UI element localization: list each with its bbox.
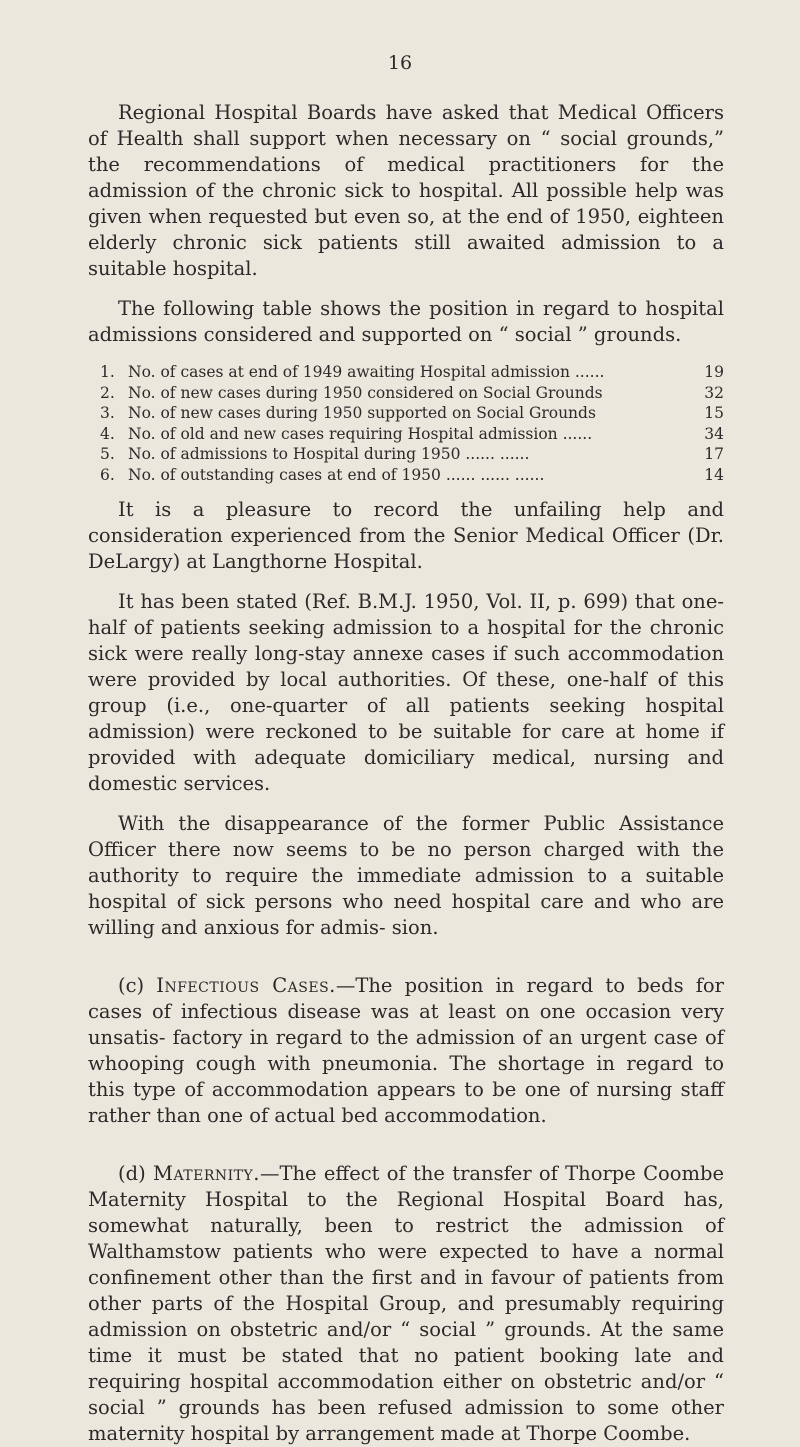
section-maternity xyxy=(88,1161,724,1447)
section-text: —The position in regard to beds for cases of infectious disease was at least on one occasion very unsatis- factory in regard to the admission of an urgent case of whooping cough with pneumonia. The shortage in regard to this type of accommodation appears to be one of nursing staff rather than one of actual bed accommodation. xyxy=(88,974,724,1127)
section-label: (c) xyxy=(118,974,157,997)
table-row xyxy=(100,444,724,465)
row-value: 17 xyxy=(704,445,724,463)
row-number: 4. xyxy=(100,424,115,443)
section-infectious-cases xyxy=(88,973,724,1129)
row-label: No. of admissions to Hospital during 1950 ...... ...... xyxy=(128,445,530,463)
paragraph-public-assistance: With the disappearance of the former Public Assistance Officer there now seems to be no person charged with the authority to require the immediate admission to a suitable hospital of sick persons who need hospital care and who are willing and anxious for admis- sion. xyxy=(88,812,724,939)
table-row xyxy=(100,465,724,486)
row-number: 1. xyxy=(100,363,115,381)
row-number: 6. xyxy=(100,465,115,484)
paragraph-langthorne: It is a pleasure to record the unfailing help and consideration experienced from the Senior Medical Officer (Dr. DeLargy) at Langthorne Hospital. xyxy=(88,498,724,573)
table-row xyxy=(100,383,724,404)
row-value: 14 xyxy=(704,465,724,484)
paragraph-bmj-reference: It has been stated (Ref. B.M.J. 1950, Vol. II, p. 699) that one-half of patients seeking admission to a hospital for the chronic sick were really long-stay annexe cases if such accommodation were provided by local authorities. Of these, one-half of this group (i.e., one-quarter of all patients seeking hospital admission) were reckoned to be suitable for care at home if provided with adequate domiciliary medical, nursing and domestic services. xyxy=(88,590,724,795)
row-number: 3. xyxy=(100,404,115,422)
row-label: No. of cases at end of 1949 awaiting Hospital admission ...... xyxy=(128,363,605,381)
section-heading: Maternity. xyxy=(152,1162,260,1185)
table-row xyxy=(100,424,724,445)
section-label: (d) xyxy=(118,1162,153,1185)
section-heading: Infectious Cases. xyxy=(156,974,336,997)
row-number: 5. xyxy=(100,445,115,463)
row-value: 32 xyxy=(704,383,724,402)
table-row xyxy=(100,362,724,383)
admissions-table xyxy=(100,362,724,485)
body-text xyxy=(88,100,724,1447)
row-label: No. of new cases during 1950 supported on Social Grounds xyxy=(128,404,596,422)
row-value: 19 xyxy=(704,363,724,381)
row-label: No. of old and new cases requiring Hospital admission ...... xyxy=(128,424,593,443)
row-label: No. of new cases during 1950 considered on Social Grounds xyxy=(128,383,603,402)
page-number: 16 xyxy=(387,52,413,74)
section-text: —The effect of the transfer of Thorpe Coombe Maternity Hospital to the Regional Hospital Board has, somewhat naturally, been to restrict the admission of Walthamstow patients who were expected to have a normal confinement other than the first and in favour of patients from other parts of the Hospital Group, and presumably requiring admission on obstetric and/or “ social ” grounds. At the same time it must be stated that no patient booking late and requiring hospital accommodation either on obstetric and/or “ social ” grounds has been refused admission to some other maternity hospital by arrangement made at Thorpe Coombe. xyxy=(88,1162,724,1445)
row-value: 34 xyxy=(704,424,724,443)
row-number: 2. xyxy=(100,383,115,402)
row-label: No. of outstanding cases at end of 1950 ...... ...... ...... xyxy=(128,465,545,484)
table-row xyxy=(100,403,724,424)
row-value: 15 xyxy=(704,404,724,422)
paragraph-hospital-boards: Regional Hospital Boards have asked that Medical Officers of Health shall support when necessary on “ social grounds,” the recommendations of medical practitioners for the admission of the chronic sick to hospital. All possible help was given when requested but even so, at the end of 1950, eighteen elderly chronic sick patients still awaited admission to a suitable hospital. xyxy=(88,101,724,280)
paragraph-table-intro: The following table shows the position in regard to hospital admissions considered and supported on “ social ” grounds. xyxy=(88,297,724,346)
